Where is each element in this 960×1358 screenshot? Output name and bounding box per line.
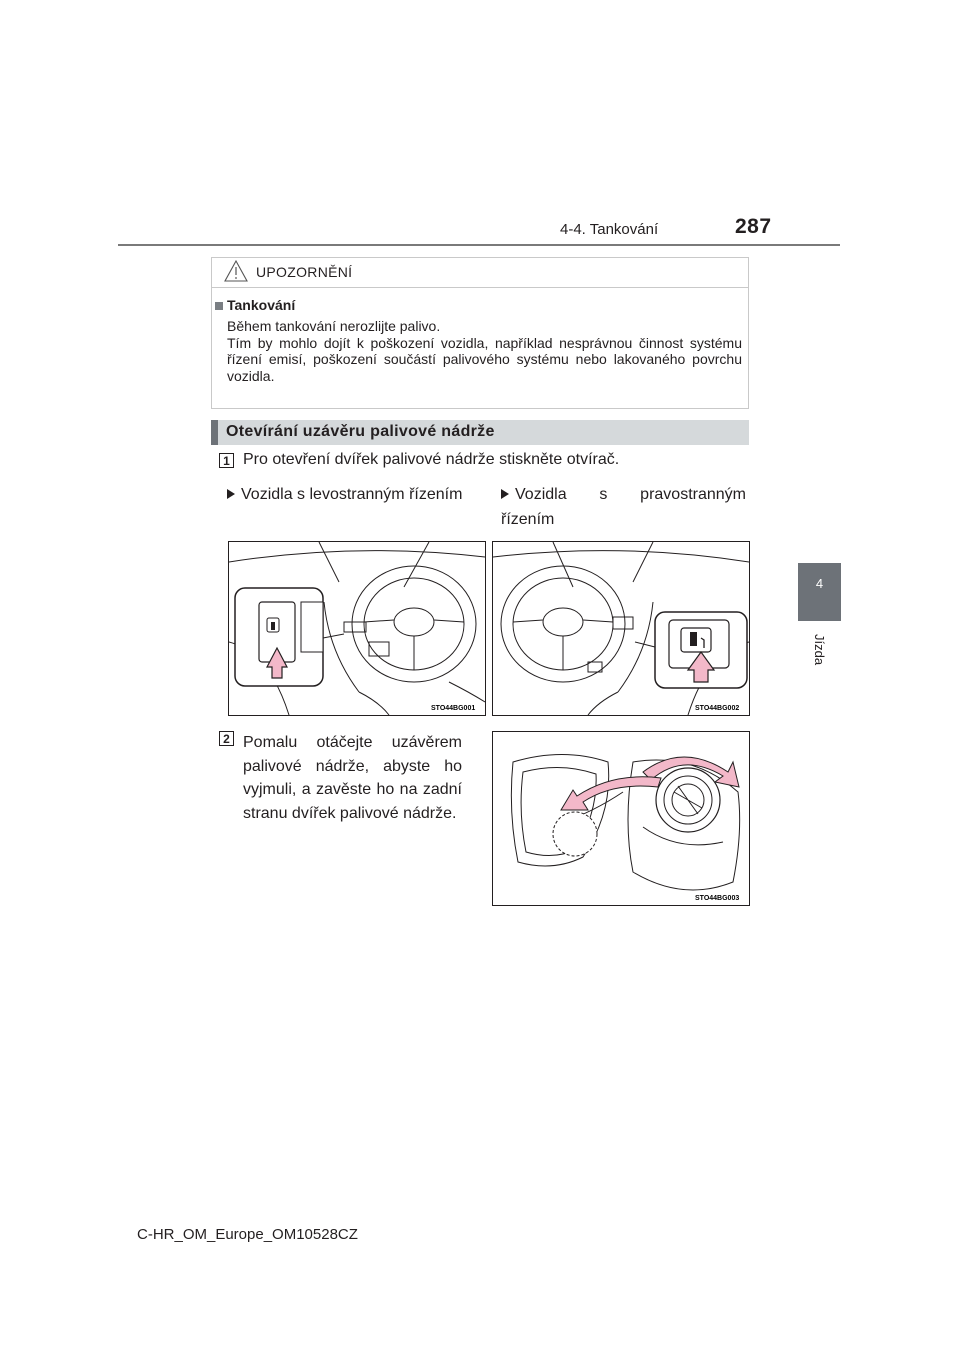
cap-stowed-position (553, 812, 597, 856)
move-arrow-icon (561, 777, 661, 810)
dashboard-lhd-drawing (229, 542, 485, 715)
bullet-triangle-icon (501, 489, 509, 499)
warning-text (227, 318, 742, 384)
section-header: 4-4. Tankování (560, 221, 659, 238)
illustration-fuel-cap (492, 731, 750, 906)
fuel-cap (656, 768, 720, 832)
warning-subtitle: Tankování (227, 297, 296, 313)
step-text: Pomalu otáčejte uzávěrem palivové nádrže, abyste ho vyjmuli, a zavěste ho na zadní stranu dvířek palivové nádrže. (243, 734, 462, 822)
step-number: 1 (219, 453, 234, 468)
step-text: Pro otevření dvířek palivové nádrže stiskněte otvírač. (243, 451, 620, 468)
warning-title: UPOZORNĚNÍ (256, 264, 353, 280)
step-number: 2 (219, 731, 234, 746)
image-code: STO44BG001 (431, 705, 476, 712)
bullet-triangle-icon (227, 489, 235, 499)
option-label: Vozidla s pravostranným řízením (501, 486, 746, 528)
illustration-left-hand-drive (228, 541, 486, 716)
chapter-tab: 4 (798, 563, 841, 621)
zoom-callout (635, 612, 747, 688)
option-right-hand-drive (501, 482, 746, 532)
document-id: C-HR_OM_Europe_OM10528CZ (137, 1226, 358, 1243)
section-title: Otevírání uzávěru palivové nádrže (226, 423, 495, 440)
chapter-label: Jízda (812, 634, 827, 666)
image-code: STO44BG002 (695, 705, 740, 712)
image-code: STO44BG003 (695, 895, 740, 902)
dashboard-rhd-drawing (493, 542, 749, 715)
fuel-cap-drawing (493, 732, 749, 905)
warning-line: Během tankování nerozlijte palivo. (227, 318, 441, 334)
page-number: 287 (735, 215, 772, 238)
zoom-callout (235, 588, 344, 686)
section-heading-accent (211, 420, 218, 445)
option-left-hand-drive (227, 482, 489, 507)
subheading-square-icon (215, 302, 223, 310)
option-label: Vozidla s levostranným řízením (241, 486, 463, 503)
header-rule (118, 244, 840, 246)
warning-triangle-icon (223, 259, 249, 283)
warning-line: Tím by mohlo dojít k poškození vozidla, například nesprávnou činnost systému řízení emisí, poškození součástí palivového systému nebo lakovaného povrchu vozidla. (227, 334, 742, 384)
illustration-right-hand-drive (492, 541, 750, 716)
